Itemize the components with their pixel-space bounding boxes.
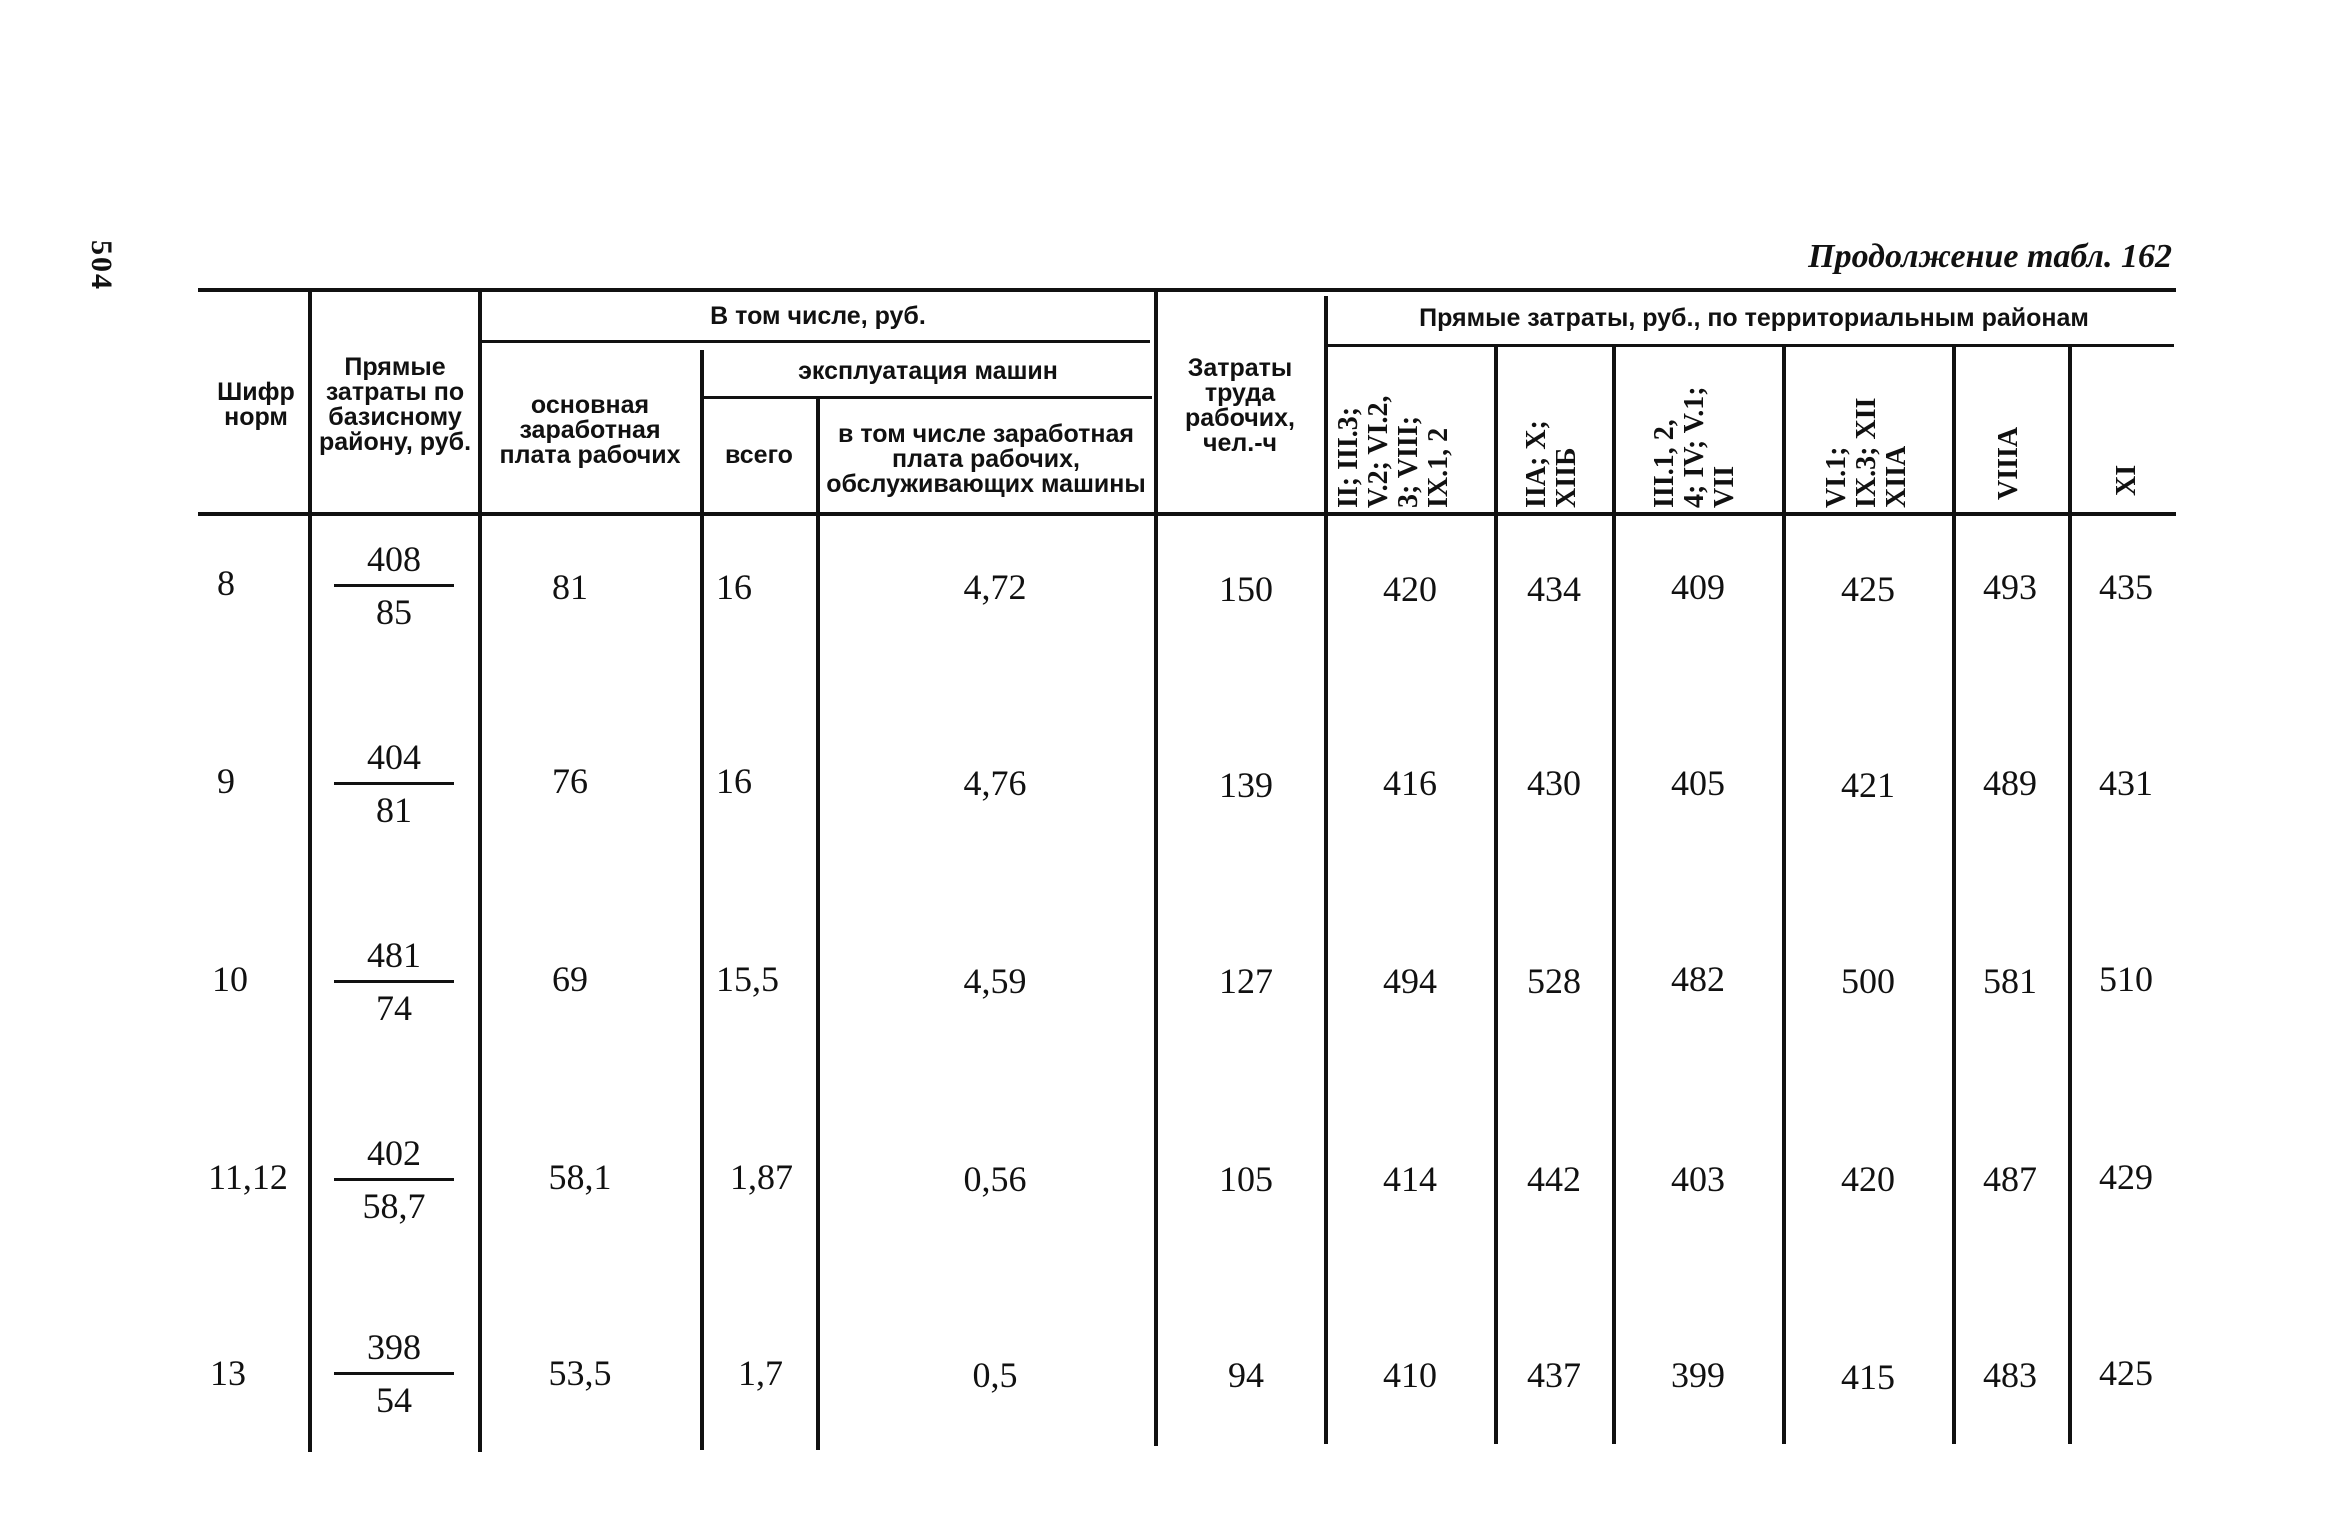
col-divider-2 xyxy=(478,290,482,1452)
row-code: 13 xyxy=(210,1353,246,1393)
region-header-3: III.1, 2, 4; IV; V.1; VII xyxy=(1649,386,1740,508)
labor-value: 105 xyxy=(1219,1159,1273,1199)
header-bottom-rule xyxy=(198,512,2176,516)
header-code: Шифр норм xyxy=(217,378,295,431)
col-divider-3 xyxy=(700,350,704,1450)
labor-value: 150 xyxy=(1219,569,1273,609)
base-wage-value: 58,1 xyxy=(548,1157,612,1197)
fraction-numerator: 402 xyxy=(334,1132,454,1181)
machine-total-value: 16 xyxy=(716,567,752,607)
col-divider-8 xyxy=(1612,346,1616,1444)
machine-wage-value: 0,5 xyxy=(972,1355,1018,1395)
region-value-1: 420 xyxy=(1383,569,1437,609)
fraction-numerator: 404 xyxy=(334,736,454,785)
header-direct-base: Прямые затраты по базисному району, руб. xyxy=(318,353,472,456)
region-value-3: 405 xyxy=(1671,763,1725,803)
region-value-4: 500 xyxy=(1841,961,1895,1001)
region-value-5: 581 xyxy=(1983,961,2037,1001)
col-divider-10 xyxy=(1952,346,1956,1444)
direct-base-fraction xyxy=(334,934,454,1029)
header-labor: Затраты труда рабочих, чел.-ч xyxy=(1185,354,1295,457)
page-number: 504 xyxy=(85,240,118,291)
labor-value: 127 xyxy=(1219,961,1273,1001)
region-value-6: 425 xyxy=(2099,1353,2153,1393)
region-value-2: 434 xyxy=(1527,569,1581,609)
machine-wage-value: 4,76 xyxy=(963,763,1027,803)
region-value-1: 414 xyxy=(1383,1159,1437,1199)
header-direct-regions: Прямые затраты, руб., по территориальным районам xyxy=(1419,303,2089,332)
region-value-5: 487 xyxy=(1983,1159,2037,1199)
header-machine-operation: эксплуатация машин xyxy=(798,356,1058,385)
fraction-numerator: 408 xyxy=(334,538,454,587)
header-base-wage: основная заработная плата рабочих xyxy=(499,390,681,469)
machine-wage-value: 4,72 xyxy=(963,567,1027,607)
region-value-2: 437 xyxy=(1527,1355,1581,1395)
region-value-3: 403 xyxy=(1671,1159,1725,1199)
regions-underline xyxy=(1328,344,2174,347)
region-value-6: 435 xyxy=(2099,567,2153,607)
region-value-3: 482 xyxy=(1671,959,1725,999)
region-value-5: 483 xyxy=(1983,1355,2037,1395)
region-value-4: 420 xyxy=(1841,1159,1895,1199)
incl-rub-underline xyxy=(482,340,1150,343)
machine-operation-underline xyxy=(702,396,1152,399)
region-value-1: 416 xyxy=(1383,763,1437,803)
col-divider-4 xyxy=(816,398,820,1450)
region-value-1: 494 xyxy=(1383,961,1437,1001)
fraction-denominator: 81 xyxy=(376,790,412,830)
header-incl-machine-wage: в том числе заработная плата рабочих, обслуживающих машины xyxy=(826,419,1146,498)
region-value-6: 429 xyxy=(2099,1157,2153,1197)
base-wage-value: 69 xyxy=(552,959,588,999)
header-total: всего xyxy=(725,440,793,469)
fraction-numerator: 481 xyxy=(334,934,454,983)
col-divider-7 xyxy=(1494,346,1498,1444)
direct-base-fraction xyxy=(334,1326,454,1421)
region-value-5: 493 xyxy=(1983,567,2037,607)
col-divider-5 xyxy=(1154,290,1158,1446)
row-code: 10 xyxy=(212,959,248,999)
fraction-denominator: 58,7 xyxy=(362,1186,426,1226)
region-header-1: II; III.3; V.2; VI.2, 3; VIII; IX.1, 2 xyxy=(1333,395,1454,508)
region-value-2: 442 xyxy=(1527,1159,1581,1199)
machine-total-value: 15,5 xyxy=(716,959,779,999)
col-divider-11 xyxy=(2068,346,2072,1444)
region-header-6: XI xyxy=(2111,464,2142,496)
fraction-numerator: 398 xyxy=(334,1326,454,1375)
direct-base-fraction xyxy=(334,736,454,831)
machine-total-value: 1,7 xyxy=(738,1353,783,1393)
region-value-2: 430 xyxy=(1527,763,1581,803)
row-code: 9 xyxy=(217,761,235,801)
machine-total-value: 16 xyxy=(716,761,752,801)
base-wage-value: 53,5 xyxy=(548,1353,612,1393)
col-divider-6 xyxy=(1324,296,1328,1444)
labor-value: 139 xyxy=(1219,765,1273,805)
header-incl-rub: В том числе, руб. xyxy=(710,301,926,330)
row-code: 11,12 xyxy=(208,1157,288,1197)
base-wage-value: 76 xyxy=(552,761,588,801)
labor-value: 94 xyxy=(1228,1355,1264,1395)
region-header-4: VI.1; IX.3; XII XIIA xyxy=(1821,397,1912,508)
region-value-4: 415 xyxy=(1841,1357,1895,1397)
machine-wage-value: 4,59 xyxy=(963,961,1027,1001)
region-value-5: 489 xyxy=(1983,763,2037,803)
region-value-4: 425 xyxy=(1841,569,1895,609)
region-value-4: 421 xyxy=(1841,765,1895,805)
region-value-2: 528 xyxy=(1527,961,1581,1001)
region-header-5: VIIIA xyxy=(1993,426,2024,500)
machine-total-value: 1,87 xyxy=(730,1157,793,1197)
table-top-rule xyxy=(198,288,2176,292)
region-value-3: 409 xyxy=(1671,567,1725,607)
row-code: 8 xyxy=(217,563,235,603)
fraction-denominator: 85 xyxy=(376,592,412,632)
fraction-denominator: 54 xyxy=(376,1380,412,1420)
region-header-2: IIA; X; XIIБ xyxy=(1521,420,1582,508)
col-divider-1 xyxy=(308,290,312,1452)
region-value-6: 510 xyxy=(2099,959,2153,999)
fraction-denominator: 74 xyxy=(376,988,412,1028)
table-continuation-caption: Продолжение табл. 162 xyxy=(1808,238,2172,275)
col-divider-9 xyxy=(1782,346,1786,1444)
direct-base-fraction xyxy=(334,538,454,633)
region-value-3: 399 xyxy=(1671,1355,1725,1395)
base-wage-value: 81 xyxy=(552,567,588,607)
region-value-6: 431 xyxy=(2099,763,2153,803)
direct-base-fraction xyxy=(334,1132,454,1227)
machine-wage-value: 0,56 xyxy=(963,1159,1027,1199)
region-value-1: 410 xyxy=(1383,1355,1437,1395)
